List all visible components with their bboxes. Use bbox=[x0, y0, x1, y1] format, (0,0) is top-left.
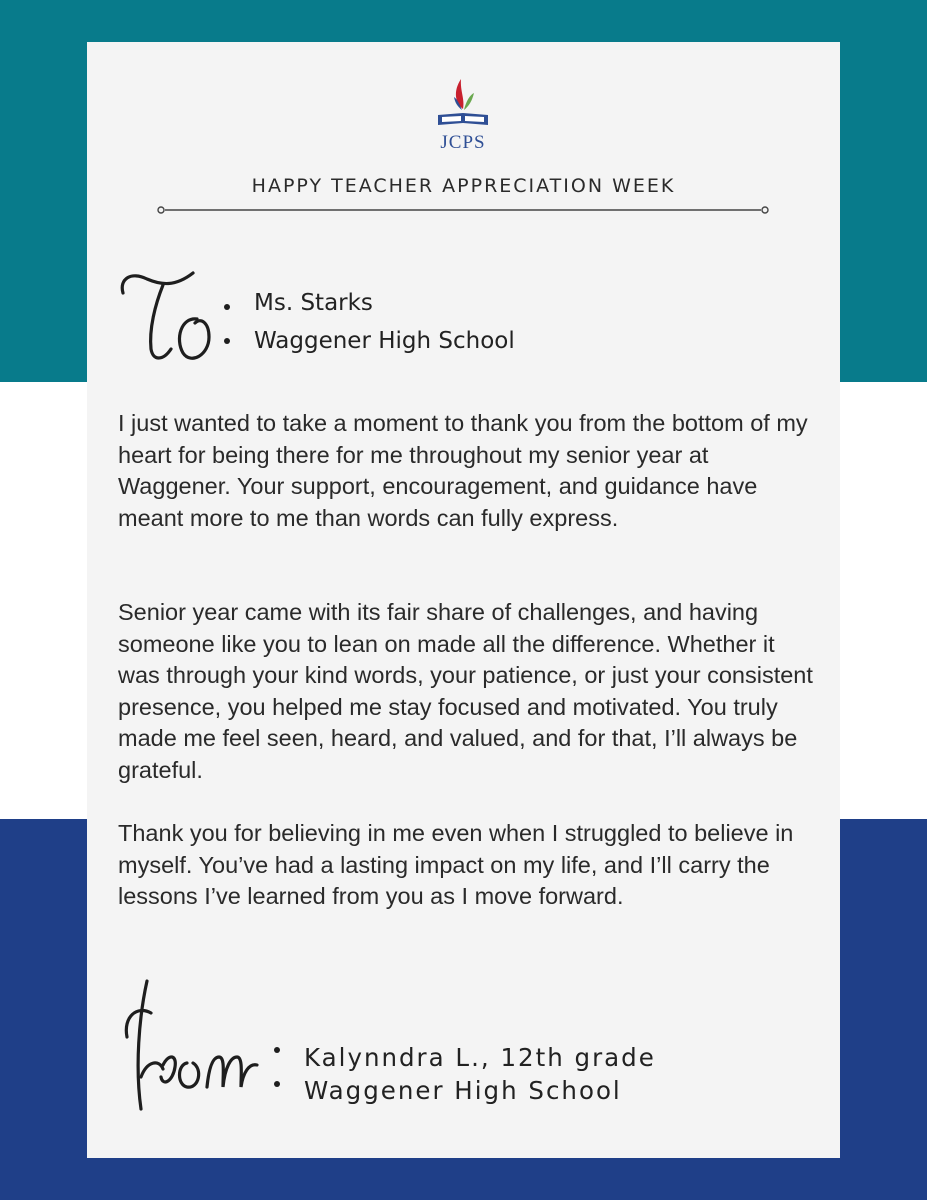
page-title: HAPPY TEACHER APPRECIATION WEEK bbox=[251, 175, 676, 197]
sender-name: Kalynndra L., 12th grade bbox=[304, 1043, 656, 1072]
jcps-logo bbox=[430, 75, 496, 155]
to-colon bbox=[222, 304, 232, 344]
letter-paragraph-3: Thank you for believing in me even when I struggled to believe in myself. You’ve had a lasting impact on my life, and I’ll carry the lessons I’ve learned from you as I move forward. bbox=[118, 820, 794, 910]
to-script-label bbox=[117, 257, 227, 367]
letter-paragraph-2: Senior year came with its fair share of challenges, and having someone like you to lean on made all the difference. Whether it was through your kind words, your patience, or just your consistent presence, you helped me stay focused and motivated. You truly made me feel seen, heard, and valued, and for that, I’ll always be grateful. bbox=[118, 599, 813, 783]
recipient-name: Ms. Starks bbox=[254, 290, 373, 316]
from-colon bbox=[272, 1047, 282, 1087]
letter-card bbox=[87, 42, 840, 1158]
open-book-flame-icon bbox=[430, 75, 496, 131]
from-script-label bbox=[117, 977, 267, 1117]
recipient-school: Waggener High School bbox=[254, 328, 515, 354]
sender-school: Waggener High School bbox=[304, 1076, 622, 1105]
ornamental-divider bbox=[155, 204, 771, 216]
letter-paragraph-1: I just wanted to take a moment to thank you from the bottom of my heart for being there for me throughout my senior year at Waggener. Your support, encouragement, and guidance have meant more to me than words can fully express. bbox=[118, 410, 808, 531]
logo-text: JCPS bbox=[440, 132, 486, 153]
